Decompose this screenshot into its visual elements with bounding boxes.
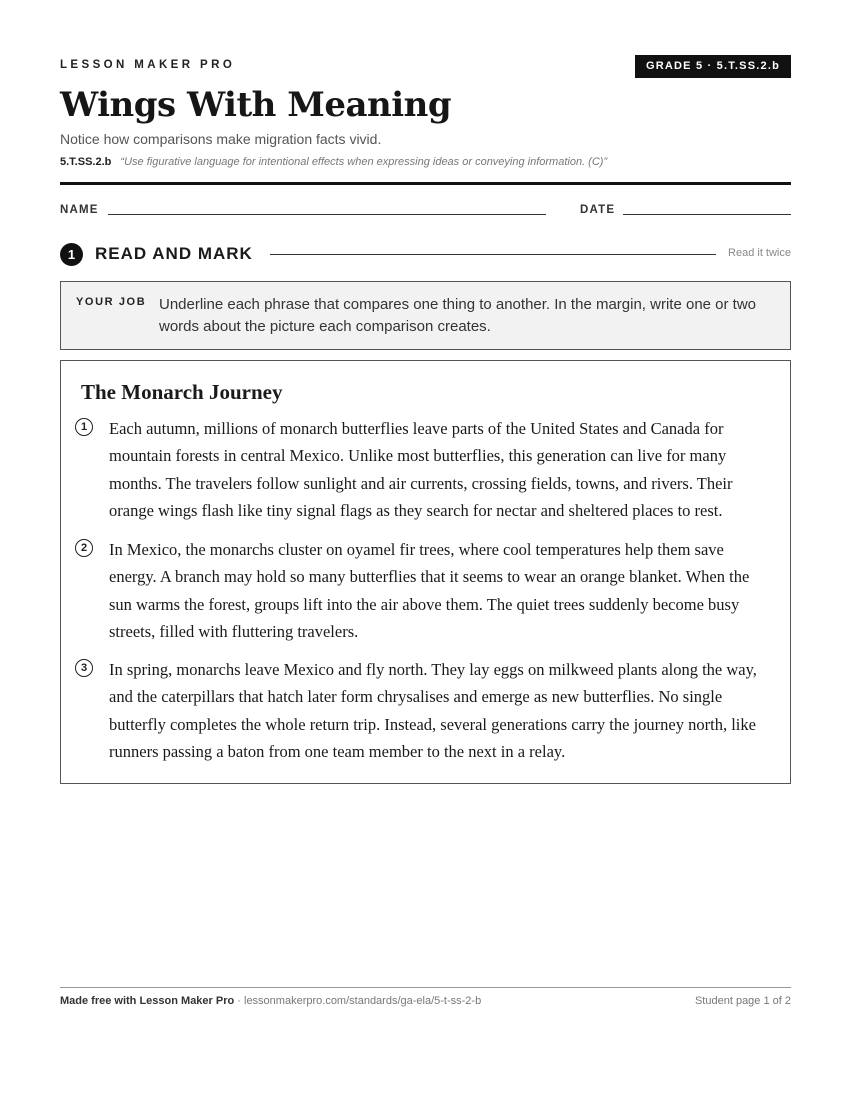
date-field[interactable] (623, 214, 791, 215)
standard-code: 5.T.SS.2.b (60, 156, 112, 168)
reading-passage (60, 360, 791, 784)
footer-credit (60, 995, 481, 1007)
section-number: 1 (60, 243, 83, 266)
section-header (60, 242, 791, 268)
standard-line (60, 156, 607, 168)
date-label: DATE (580, 204, 616, 216)
footer-brand: Made free with Lesson Maker Pro (60, 995, 235, 1007)
paragraph-text: In Mexico, the monarchs cluster on oyamel fir trees, where cool temperatures help them save energy. A branch may hold so many butterflies that it seems to wear an orange blanket. When the sun warms the forest, groups lift into the air above them. The quiet trees suddenly become busy streets, filled with fluttering travelers. (109, 540, 750, 641)
brand-name: LESSON MAKER PRO (60, 59, 236, 71)
instructions-text: Underline each phrase that compares one thing to another. In the margin, write one or two words about the picture each comparison creates. (159, 296, 757, 335)
section-title: READ AND MARK (95, 244, 253, 263)
name-field[interactable] (108, 214, 546, 215)
instructions-label: YOUR JOB (76, 296, 147, 308)
paragraph-number: 3 (75, 659, 93, 677)
standard-text: “Use figurative language for intentional effects when expressing ideas or conveying information. (C)” (120, 156, 608, 168)
footer-separator: · (234, 995, 244, 1007)
page-title: Wings With Meaning (60, 85, 452, 125)
paragraph-text: Each autumn, millions of monarch butterflies leave parts of the United States and Canada for mountain forests in central Mexico. Unlike most butterflies, this generation can live for many months. The travelers follow sunlight and air currents, crossing fields, towns, and rivers. Their orange wings flash like tiny signal flags as they search for nectar and sheltered places to rest. (109, 419, 733, 520)
paragraph-text: In spring, monarchs leave Mexico and fly north. They lay eggs on milkweed plants along the way, and the caterpillars that hatch later form chrysalises and emerge as new butterflies. No single butterfly completes the whole return trip. Instead, several generations carry the journey north, like runners passing a baton from one team member to the next in a relay. (109, 660, 757, 761)
header-divider (60, 182, 791, 185)
top-bar (60, 55, 791, 79)
page-subtitle: Notice how comparisons make migration facts vivid. (60, 131, 382, 147)
passage-title: The Monarch Journey (81, 380, 283, 404)
section-note: Read it twice (728, 247, 791, 259)
page-indicator: Student page 1 of 2 (694, 995, 791, 1007)
paragraph-number: 2 (75, 539, 93, 557)
footer-divider (60, 987, 791, 988)
instructions-box (60, 281, 791, 350)
section-rule (270, 254, 716, 255)
footer-url[interactable]: lessonmakerpro.com/standards/ga-ela/5-t-ss-2-b (244, 995, 482, 1007)
paragraph-number: 1 (75, 418, 93, 436)
worksheet-page (60, 0, 791, 1100)
name-label: NAME (60, 204, 99, 216)
grade-badge: GRADE 5 · 5.T.SS.2.b (635, 55, 791, 78)
